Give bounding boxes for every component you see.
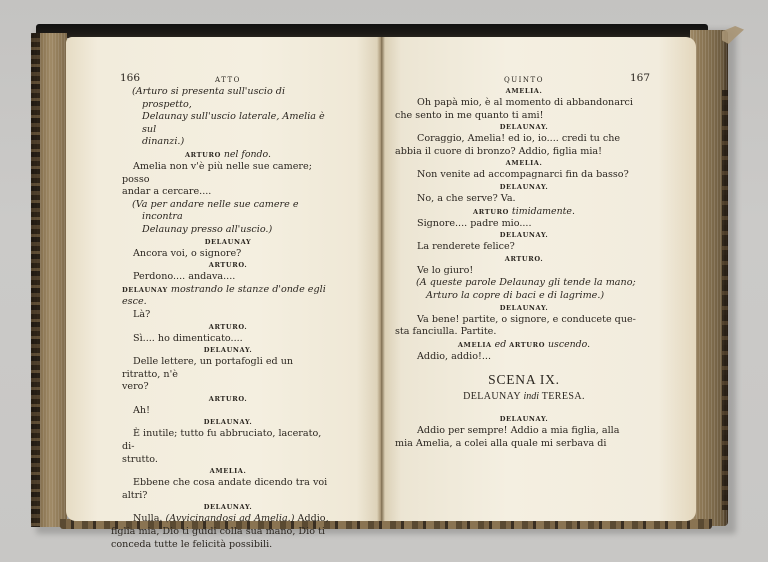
text-line: Coraggio, Amelia! ed io, io.... credi tu che xyxy=(417,133,621,145)
running-head xyxy=(122,72,334,85)
speaker-label: AMELIA. xyxy=(505,87,543,95)
text-line: vero? xyxy=(122,381,149,393)
speech xyxy=(395,133,642,158)
speech xyxy=(395,313,642,339)
speaker-label: DELAUNAY. xyxy=(499,123,549,132)
text-line: strutto. xyxy=(122,453,158,465)
text-line: Addio per sempre! Addio a mia figlia, alla xyxy=(417,424,620,436)
inline-speaker-line xyxy=(122,284,334,309)
speech xyxy=(395,97,642,122)
text-line: andar a cercare.... xyxy=(122,186,212,198)
right-page xyxy=(382,37,696,521)
speech xyxy=(122,356,334,394)
stage-direction xyxy=(406,277,642,302)
stage-direction xyxy=(122,86,334,149)
stage-direction: (Avvicinandosi ad Amelia.) xyxy=(165,513,295,525)
speaker-label: DELAUNAY xyxy=(204,237,252,246)
book-cover-top-edge xyxy=(36,24,708,38)
book-left-fore-edge xyxy=(31,33,67,527)
speech: Signore.... padre mio.... xyxy=(417,217,532,229)
speaker-label: ARTURO. xyxy=(504,254,544,263)
running-head xyxy=(406,72,650,85)
text-line: (A queste parole Delaunay gli tende la mano; xyxy=(416,277,636,289)
speckled-edge xyxy=(31,33,40,527)
scene-heading: SCENA IX. xyxy=(488,372,560,388)
text-line: Arturo la copre di baci e di lagrime.) xyxy=(426,289,605,301)
stage-direction: nel fondo. xyxy=(223,148,272,160)
speech: Ancora voi, o signore? xyxy=(133,247,242,259)
text-line: Va bene! partite, o signore, e conducete que- xyxy=(417,313,636,325)
speech: Ve lo giuro! xyxy=(417,264,474,276)
text-line: Delle lettere, un portafogli ed un ritratto, n'è xyxy=(122,356,294,380)
right-page-text xyxy=(395,72,650,450)
speaker-label xyxy=(122,149,334,161)
speaker-name: DELAUNAY xyxy=(122,285,168,294)
character-name: DELAUNAY xyxy=(463,391,521,403)
text-line: È inutile; tutto fu abbruciato, lacerato, di- xyxy=(122,428,322,453)
speckled-edge xyxy=(722,90,728,510)
text-line: conceda tutte le felicità possibili. xyxy=(111,538,273,550)
speaker-label: DELAUNAY. xyxy=(499,303,549,312)
left-page xyxy=(66,37,382,550)
speech: Addio, addio!... xyxy=(417,350,492,362)
text-line: (Arturo si presenta sull'uscio di prospetto, xyxy=(132,86,286,110)
speech: Perdono.... andava.... xyxy=(133,271,236,283)
text-line: abbia il cuore di bronzo? Addio, figlia mia! xyxy=(395,145,602,157)
speaker-label: AMELIA. xyxy=(209,467,247,476)
speaker-label: AMELIA. xyxy=(505,159,543,168)
stage-direction: timidamente. xyxy=(511,205,575,217)
speech: Sì.... ho dimenticato.... xyxy=(133,332,243,344)
text-fragment: Nulla. xyxy=(133,513,166,525)
joiner: ed xyxy=(494,338,507,350)
speech: Non venite ad accompagnarci fin da basso? xyxy=(417,169,629,181)
speaker-label xyxy=(406,206,642,218)
character-name: TERESA. xyxy=(541,391,585,403)
text-line: mia Amelia, a colei alla quale mi serbava di xyxy=(395,437,607,449)
speech xyxy=(122,161,334,199)
speaker-label: DELAUNAY. xyxy=(203,346,253,355)
speaker-label: DELAUNAY. xyxy=(499,182,549,191)
text-line: dinanzi.) xyxy=(142,136,185,148)
speech: La renderete felice? xyxy=(417,241,515,253)
text-fragment: Addio, xyxy=(294,513,329,525)
scene-characters xyxy=(406,391,642,404)
speech xyxy=(395,424,642,450)
book-gutter xyxy=(377,37,385,521)
speaker-name: ARTURO xyxy=(473,207,510,216)
speaker-label: DELAUNAY. xyxy=(203,503,253,512)
text-line: Oh papà mio, è al momento di abbandonarci xyxy=(417,97,633,108)
text-line: (Va per andare nelle sue camere e incontra xyxy=(132,198,299,223)
speech: No, a che serve? Va. xyxy=(417,192,516,204)
text-line: Amelia non v'è più nelle sue camere; posso xyxy=(122,160,312,185)
speaker-name: ARTURO xyxy=(184,150,221,159)
speaker-name: AMELIA xyxy=(457,340,492,349)
speaker-label: DELAUNAY. xyxy=(499,231,549,240)
left-page-text xyxy=(111,72,334,551)
stage-direction: uscendo. xyxy=(547,338,591,350)
stage-direction: mostrando le stanze d'onde egli esce. xyxy=(122,283,326,308)
joiner: indi xyxy=(523,391,540,403)
text-line: figlia mia, Dio ti guidi colla sua mano, Dio ti xyxy=(111,526,325,538)
speaker-label: DELAUNAY. xyxy=(203,418,253,427)
stage-direction xyxy=(122,199,334,237)
speaker-label: DELAUNAY. xyxy=(499,414,549,423)
speech xyxy=(111,513,334,551)
running-head-title: ATTO xyxy=(215,76,241,84)
text-line: Delaunay sull'uscio laterale, Amelia è sul xyxy=(142,111,325,135)
speech: Là? xyxy=(133,308,151,320)
page-number: 167 xyxy=(629,72,650,84)
speaker-label: ARTURO. xyxy=(208,322,248,331)
speech: Ah! xyxy=(133,404,150,416)
speaker-label: ARTURO. xyxy=(208,394,248,403)
text-line: che sento in me quanto ti ami! xyxy=(395,109,544,121)
speaker-name: ARTURO xyxy=(509,340,546,349)
speech xyxy=(122,428,334,466)
speech: Ebbene che cosa andate dicendo tra voi altri? xyxy=(122,477,328,501)
running-head-title: QUINTO xyxy=(504,76,544,84)
page-number: 166 xyxy=(120,72,141,84)
speaker-label: ARTURO. xyxy=(208,261,248,270)
text-line: Delaunay presso all'uscio.) xyxy=(142,223,273,235)
speaker-label xyxy=(406,339,642,351)
text-line: sta fanciulla. Partite. xyxy=(395,326,497,338)
